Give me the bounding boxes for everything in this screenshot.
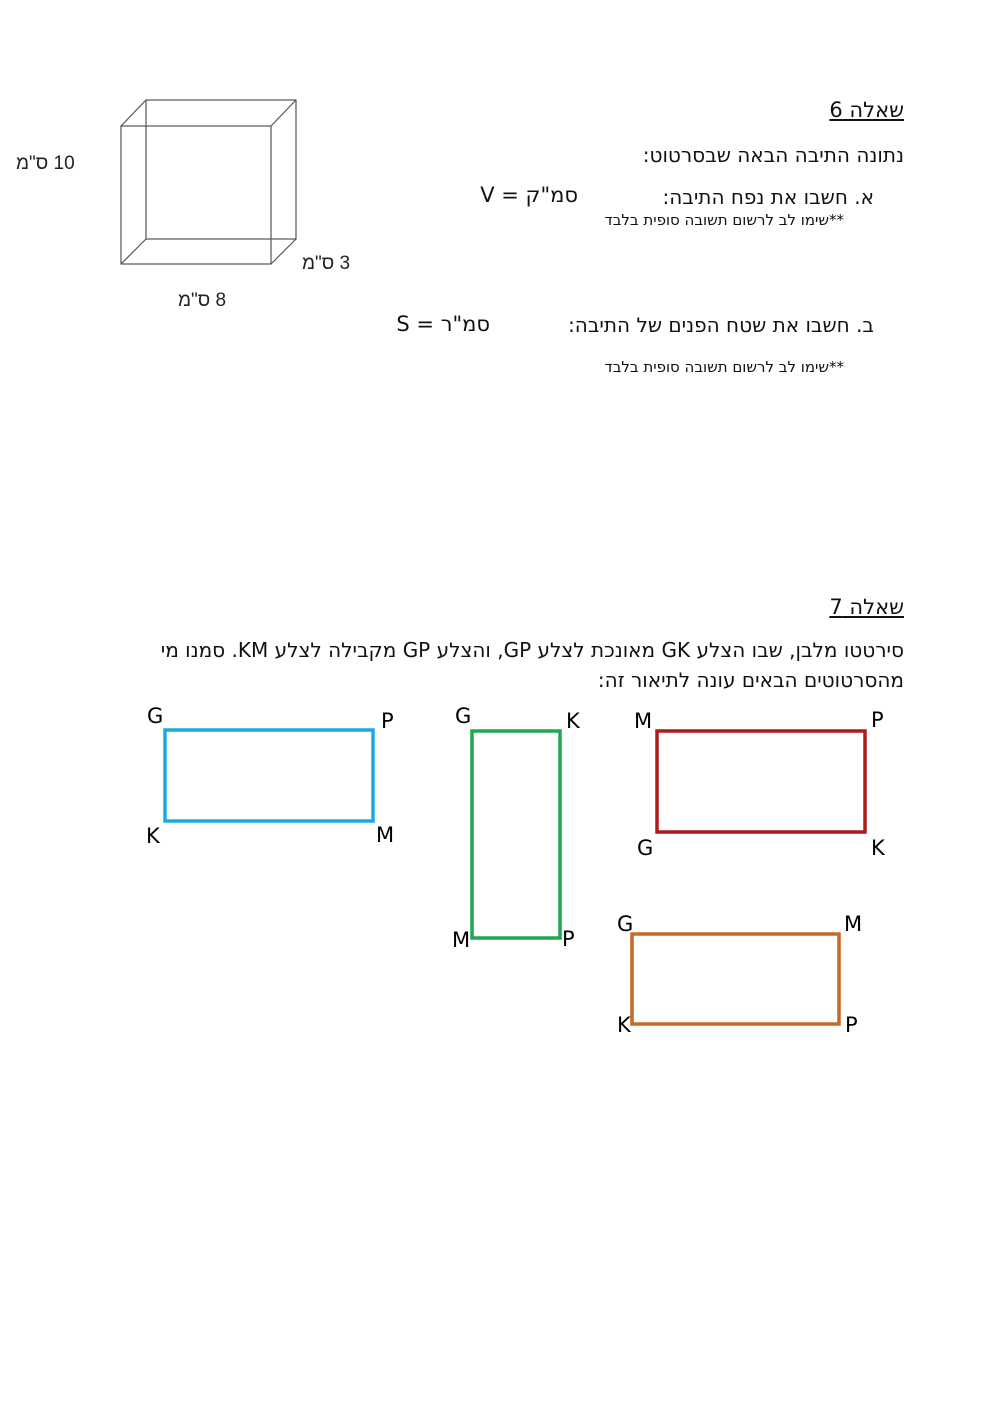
q6-intro: נתונה התיבה הבאה שבסרטוט:	[642, 143, 904, 167]
vertex-label: G	[147, 704, 164, 728]
vertex-label: P	[562, 927, 575, 951]
vertex-label: M	[634, 709, 653, 733]
rectangle-option-red[interactable]	[657, 731, 865, 832]
vertex-label: P	[871, 708, 884, 732]
vertex-label: G	[455, 704, 472, 728]
rectangle-option-orange[interactable]	[632, 934, 839, 1024]
q7-text-line1: סירטטו מלבן, שבו הצלע GK מאונכת לצלע GP, והצלע GP מקבילה לצלע KM. סמנו מי	[160, 638, 904, 662]
vertex-label: K	[617, 1013, 631, 1037]
rectangle-option-green[interactable]	[472, 731, 560, 938]
vertex-label: G	[617, 912, 634, 936]
vertex-label: K	[566, 709, 580, 733]
q6-part-b-note: **שימו לב לרשום תשובה סופית בלבד	[604, 358, 844, 376]
vertex-label: M	[452, 928, 471, 952]
q6-part-a-label: א. חשבו את נפח התיבה:	[662, 185, 874, 209]
vertex-label: M	[376, 823, 395, 847]
q6-part-b-answer: S = סמ"ר	[396, 312, 490, 336]
rectangle-option-blue[interactable]	[165, 730, 373, 821]
box-width-label: 8 ס"מ	[178, 290, 227, 311]
vertex-label: P	[845, 1013, 858, 1037]
q6-part-a-answer: V = סמ"ק	[480, 183, 578, 207]
vertex-label: P	[381, 709, 394, 733]
q6-part-b-label: ב. חשבו את שטח הפנים של התיבה:	[568, 313, 874, 337]
q7-title: שאלה 7	[829, 595, 904, 619]
vertex-label: M	[844, 912, 863, 936]
q7-text-line2: מהסרטוטים הבאים עונה לתיאור זה:	[597, 668, 904, 692]
box-height-label: 10 ס"מ	[16, 153, 75, 174]
vertex-label: K	[146, 824, 160, 848]
box-depth-label: 3 ס"מ	[302, 253, 351, 274]
q6-title: שאלה 6	[829, 98, 904, 122]
q6-part-a-note: **שימו לב לרשום תשובה סופית בלבד	[604, 211, 844, 229]
vertex-label: G	[637, 836, 654, 860]
vertex-label: K	[871, 836, 885, 860]
